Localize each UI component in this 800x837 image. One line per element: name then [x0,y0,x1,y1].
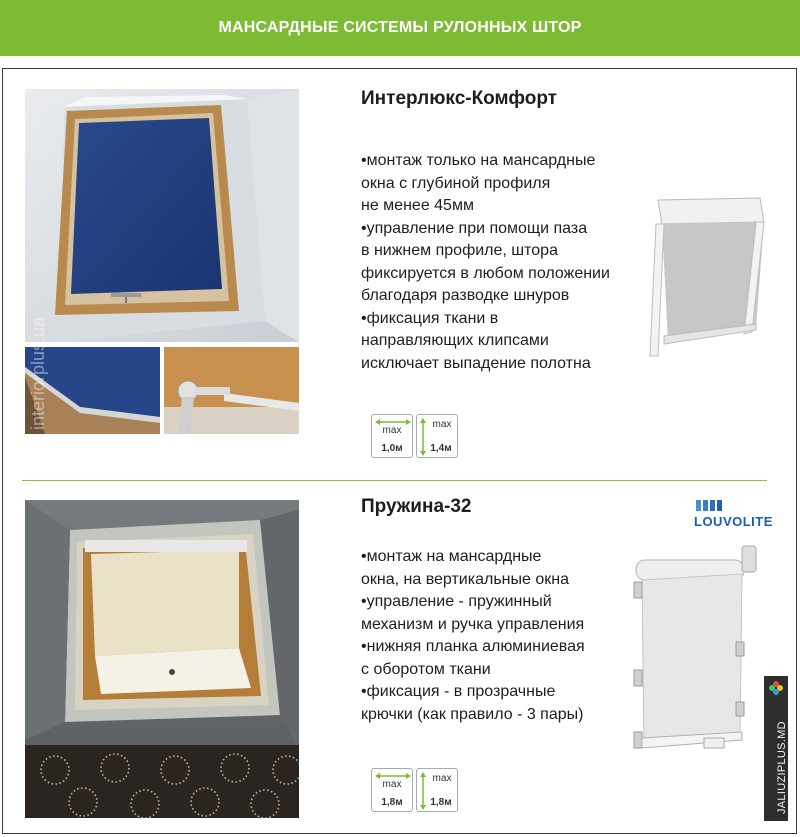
max-height-badge [416,768,458,812]
max-width-badge [371,414,413,458]
spring-blind-product-render [630,542,760,754]
product-title-interlux-comfort: Интерлюкс-Комфорт [361,88,557,109]
brand-name: LOUVOLITE [694,514,773,529]
feature-line: не менее 45мм [361,197,474,214]
page-title: МАНСАРДНЫЕ СИСТЕМЫ РУЛОННЫХ ШТОР [218,19,582,36]
louvolite-logo-icon [696,500,726,512]
flower-icon [768,680,784,696]
blind-clip-detail-photo [164,347,299,434]
photo-watermark: interiorplus.ua [28,316,48,430]
max-width-badge [371,768,413,812]
feature-line: окна, на вертикальные окна [361,570,569,588]
feature-line: крючки (как правило - 3 пары) [361,705,584,723]
feature-line: •фиксация ткани в [361,309,499,327]
badge-label: max [432,773,452,784]
feature-line: с оборотом ткани [361,660,491,678]
badge-value: 1,0м [381,443,403,454]
feature-line: •управление - пружинный [361,593,552,610]
feature-line: •управление при помощи паза [361,219,588,237]
product-features-list [361,150,610,375]
skylight-white-blind-photo [25,500,299,818]
feature-line: благодаря разводке шнуров [361,287,570,304]
louvolite-logo [694,500,776,530]
product-features-list [361,546,585,726]
max-height-badge [416,414,458,458]
feature-line: •монтаж на мансардные [361,548,542,565]
feature-line: механизм и ручка управления [361,615,585,633]
product-title-pruzhina-32: Пружина-32 [361,496,472,517]
badge-value: 1,4м [430,443,452,454]
skylight-blue-blind-photo [25,89,299,342]
badge-label: max [432,419,452,430]
page-header [0,0,800,56]
badge-label: max [382,779,402,790]
interlux-blind-product-render [648,196,770,358]
site-watermark-text: JALIUZIPLUS.MD [776,721,788,814]
badge-value: 1,8м [430,797,452,808]
feature-line: направляющих клипсами [361,332,549,349]
feature-line: окна с глубиной профиля [361,174,551,192]
badge-label: max [382,425,402,436]
site-watermark [764,676,788,821]
feature-line: •фиксация - в прозрачные [361,683,556,700]
feature-line: исключает выпадение полотна [361,354,591,372]
badge-value: 1,8м [381,797,403,808]
feature-line: в нижнем профиле, штора [361,242,558,259]
feature-line: •нижняя планка алюминиевая [361,638,585,655]
feature-line: •монтаж только на мансардные [361,152,596,169]
feature-line: фиксируется в любом положении [361,264,610,282]
section-divider [22,480,767,481]
